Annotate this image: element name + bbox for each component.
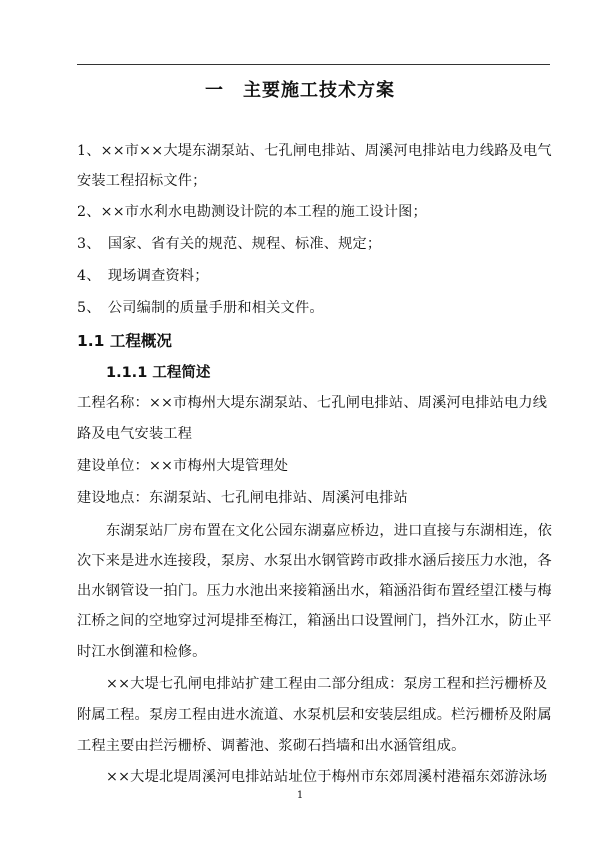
section-heading-1-1-1: 1.1.1 工程简述: [106, 365, 211, 381]
paragraph-1-line-1: 东湖泵站厂房布置在文化公园东湖嘉应桥边，进口直接与东湖相连，依: [106, 523, 553, 539]
paragraph-1-line-2: 次下来是进水连接段，泵房、水泵出水钢管跨市政排水涵后接压力水池，各: [77, 553, 552, 569]
basis-item-2: 2、××市水利水电勘测设计院的本工程的施工设计图；: [77, 204, 427, 220]
page-number: 1: [296, 790, 304, 801]
paragraph-1-line-4: 江桥之间的空地穿过河堤排至梅江，箱涵出口设置闸门，挡外江水，防止平: [77, 613, 552, 629]
paragraph-2-line-2: 附属工程。泵房工程由进水流道、水泵机层和安装层组成。栏污栅桥及附属: [77, 707, 552, 723]
basis-item-1: 1、××市××大堤东湖泵站、七孔闸电排站、周溪河电排站电力线路及电气: [77, 143, 552, 159]
basis-item-4: 4、 现场调查资料；: [77, 268, 209, 284]
paragraph-1-line-3: 出水钢管设一拍门。压力水池出来接箱涵出水，箱涵沿街布置经望江楼与梅: [77, 583, 552, 599]
section-heading-1-1: 1.1 工程概况: [77, 332, 172, 350]
owner-line: 建设单位：××市梅州大堤管理处: [77, 458, 289, 474]
paragraph-2-line-3: 工程主要由拦污栅桥、调蓄池、浆砌石挡墙和出水涵管组成。: [77, 738, 466, 754]
project-name-line-2: 路及电气安装工程: [77, 426, 193, 442]
basis-item-5: 5、 公司编制的质量手册和相关文件。: [77, 300, 324, 316]
basis-item-3: 3、 国家、省有关的规范、规程、标准、规定；: [77, 236, 382, 252]
page-title: 一 主要施工技术方案: [205, 80, 395, 101]
location-line: 建设地点：东湖泵站、七孔闸电排站、周溪河电排站: [77, 490, 408, 506]
basis-item-1-continued: 安装工程招标文件；: [77, 173, 207, 189]
paragraph-1-line-5: 时江水倒灌和检修。: [77, 644, 207, 660]
paragraph-3-line-1: ××大堤北堤周溪河电排站站址位于梅州市东郊周溪村港福东郊游泳场: [106, 769, 548, 785]
header-rule: [77, 64, 550, 65]
paragraph-2-line-1: ××大堤七孔闸电排站扩建工程由二部分组成：泵房工程和拦污栅桥及: [106, 676, 548, 692]
project-name-line-1: 工程名称：××市梅州大堤东湖泵站、七孔闸电排站、周溪河电排站电力线: [77, 395, 548, 411]
